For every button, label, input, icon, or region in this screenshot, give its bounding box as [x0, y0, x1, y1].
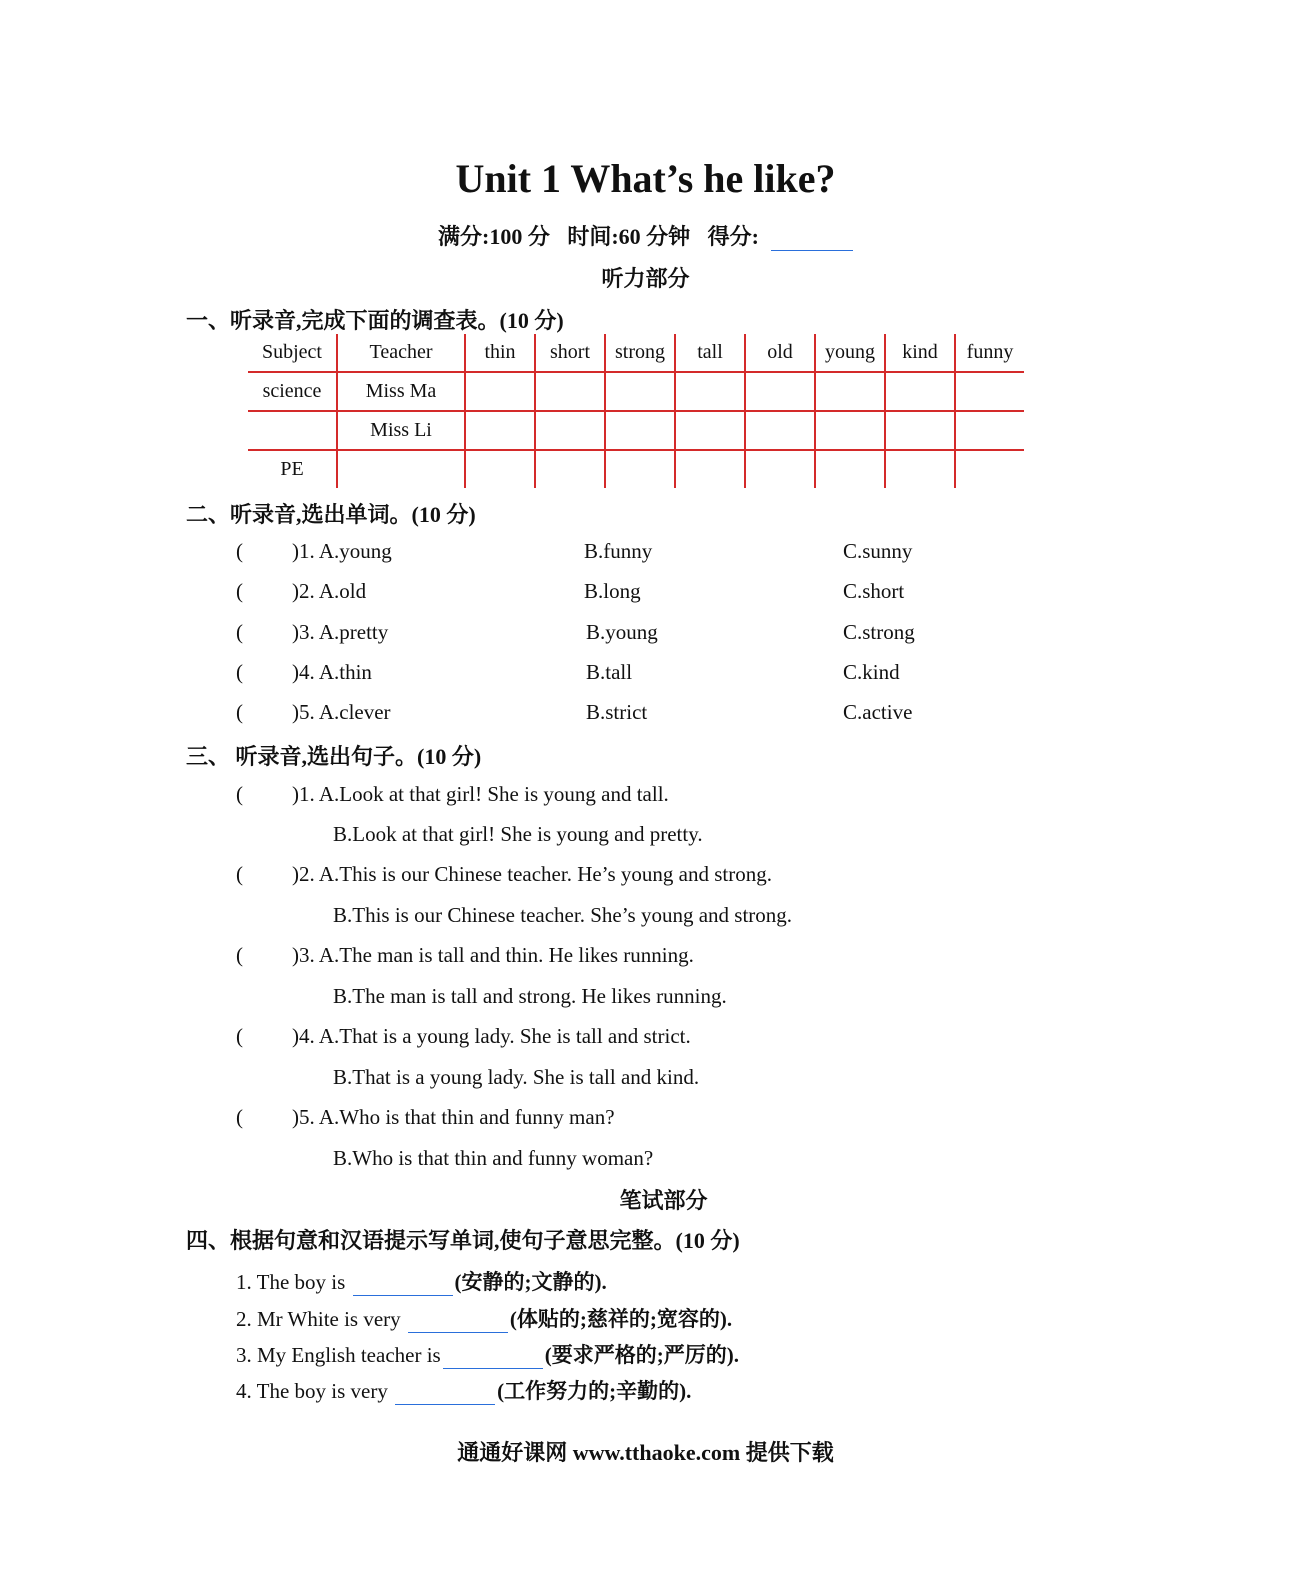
table-cell[interactable]: [955, 450, 1024, 488]
table-cell[interactable]: [535, 372, 605, 411]
fill-hint: (工作努力的;辛勤的).: [497, 1379, 692, 1403]
table-cell[interactable]: [815, 411, 885, 450]
sentence-option-b: B.The man is tall and strong. He likes running.: [333, 984, 727, 1008]
word-option-c: C.active: [843, 700, 913, 724]
word-question: )3. A.pretty: [292, 620, 389, 644]
fill-prefix: 1. The boy is: [236, 1270, 351, 1294]
word-option-c: C.strong: [843, 620, 915, 644]
fill-item: [236, 1303, 732, 1333]
table-row: [248, 450, 1024, 488]
table-row: [248, 372, 1024, 411]
fill-blank[interactable]: [353, 1275, 453, 1296]
table-cell[interactable]: [745, 450, 815, 488]
table-cell[interactable]: [955, 372, 1024, 411]
answer-paren[interactable]: (: [236, 539, 243, 563]
sentence-option-a: )3. A.The man is tall and thin. He likes running.: [292, 943, 694, 967]
exam-meta: [0, 220, 1291, 251]
fill-hint: (安静的;文静的).: [454, 1270, 607, 1294]
word-question: )2. A.old: [292, 579, 367, 603]
table-cell[interactable]: [815, 450, 885, 488]
table-cell[interactable]: [675, 450, 745, 488]
table-cell[interactable]: [605, 372, 675, 411]
fill-item: [236, 1375, 691, 1405]
word-question: )5. A.clever: [292, 700, 391, 724]
table-cell[interactable]: [955, 411, 1024, 450]
section-3-heading: 三、 听录音,选出句子。(10 分): [186, 744, 482, 769]
table-cell: PE: [280, 458, 304, 480]
answer-paren[interactable]: (: [236, 943, 243, 967]
survey-table: [248, 334, 1024, 488]
table-header-cell: Subject: [248, 334, 337, 372]
table-header-cell: kind: [885, 334, 955, 372]
sentence-option-b: B.Who is that thin and funny woman?: [333, 1146, 654, 1170]
table-header-cell: strong: [605, 334, 675, 372]
table-cell[interactable]: [675, 411, 745, 450]
word-option-b: B.young: [586, 620, 658, 644]
table-cell[interactable]: [605, 411, 675, 450]
sentence-option-a: )5. A.Who is that thin and funny man?: [292, 1105, 615, 1129]
table-cell[interactable]: [605, 450, 675, 488]
table-header-cell: Teacher: [337, 334, 465, 372]
sentence-option-a: )2. A.This is our Chinese teacher. He’s young and strong.: [292, 862, 773, 886]
table-cell: [337, 450, 465, 488]
fill-blank[interactable]: [443, 1348, 543, 1369]
fill-blank[interactable]: [408, 1312, 508, 1333]
score-label: 得分:: [707, 224, 759, 249]
answer-paren[interactable]: (: [236, 1024, 243, 1048]
table-cell[interactable]: [885, 450, 955, 488]
time-limit: 时间:60 分钟: [567, 224, 691, 249]
answer-paren[interactable]: (: [236, 1105, 243, 1129]
fill-item: [236, 1266, 607, 1296]
table-header-cell: young: [815, 334, 885, 372]
table-cell[interactable]: [535, 450, 605, 488]
sentence-option-a: )4. A.That is a young lady. She is tall and strict.: [292, 1024, 691, 1048]
word-option-b: B.funny: [584, 539, 653, 563]
word-question: )4. A.thin: [292, 660, 372, 684]
full-score: 满分:100 分: [438, 224, 550, 249]
writing-part-heading: 笔试部分: [619, 1188, 708, 1213]
word-option-b: B.tall: [586, 660, 633, 684]
sentence-option-b: B.That is a young lady. She is tall and kind.: [333, 1065, 700, 1089]
table-cell: [248, 411, 337, 450]
table-row: [248, 411, 1024, 450]
table-cell[interactable]: [535, 411, 605, 450]
fill-hint: (体贴的;慈祥的;宽容的).: [509, 1307, 733, 1331]
table-header-cell: funny: [955, 334, 1024, 372]
section-2-heading: 二、听录音,选出单词。(10 分): [186, 502, 476, 527]
answer-paren[interactable]: (: [236, 660, 243, 684]
table-cell[interactable]: [885, 411, 955, 450]
footer-source: 通通好课网 www.tthaoke.com 提供下载: [457, 1440, 834, 1465]
table-header-cell: old: [745, 334, 815, 372]
table-header-row: [248, 334, 1024, 372]
fill-blank[interactable]: [395, 1384, 495, 1405]
table-cell: Miss Ma: [337, 372, 465, 411]
table-cell[interactable]: [465, 372, 535, 411]
section-4-heading: 四、根据句意和汉语提示写单词,使句子意思完整。(10 分): [186, 1228, 740, 1253]
answer-paren[interactable]: (: [236, 620, 243, 644]
table-header-cell: tall: [675, 334, 745, 372]
table-cell[interactable]: [815, 372, 885, 411]
sentence-option-b: B.Look at that girl! She is young and pretty.: [333, 822, 703, 846]
table-cell[interactable]: [465, 450, 535, 488]
listening-part-heading: 听力部分: [601, 266, 690, 291]
sentence-option-a: )1. A.Look at that girl! She is young and tall.: [292, 782, 669, 806]
page-title: Unit 1 What’s he like?: [455, 156, 836, 201]
sentence-option-b: B.This is our Chinese teacher. She’s young and strong.: [333, 903, 793, 927]
answer-paren[interactable]: (: [236, 700, 243, 724]
table-cell[interactable]: [745, 411, 815, 450]
fill-prefix: 4. The boy is very: [236, 1379, 394, 1403]
fill-item: [236, 1339, 739, 1369]
table-cell[interactable]: [885, 372, 955, 411]
word-question: )1. A.young: [292, 539, 392, 563]
word-option-c: C.sunny: [843, 539, 913, 563]
fill-prefix: 3. My English teacher is: [236, 1343, 441, 1367]
word-option-b: B.strict: [586, 700, 648, 724]
table-cell: science: [248, 372, 337, 411]
section-1-heading: 一、听录音,完成下面的调查表。(10 分): [186, 308, 564, 333]
table-cell[interactable]: [745, 372, 815, 411]
table-header-cell: short: [535, 334, 605, 372]
fill-hint: (要求严格的;严厉的).: [544, 1343, 739, 1367]
table-cell[interactable]: [675, 372, 745, 411]
answer-paren[interactable]: (: [236, 579, 243, 603]
answer-paren[interactable]: (: [236, 862, 243, 886]
table-cell: Miss Li: [337, 411, 465, 450]
table-cell[interactable]: [465, 411, 535, 450]
fill-prefix: 2. Mr White is very: [236, 1307, 406, 1331]
word-option-c: C.short: [843, 579, 905, 603]
word-option-b: B.long: [584, 579, 641, 603]
answer-paren[interactable]: (: [236, 782, 243, 806]
score-blank[interactable]: [771, 228, 853, 251]
table-header-cell: thin: [465, 334, 535, 372]
word-option-c: C.kind: [843, 660, 900, 684]
